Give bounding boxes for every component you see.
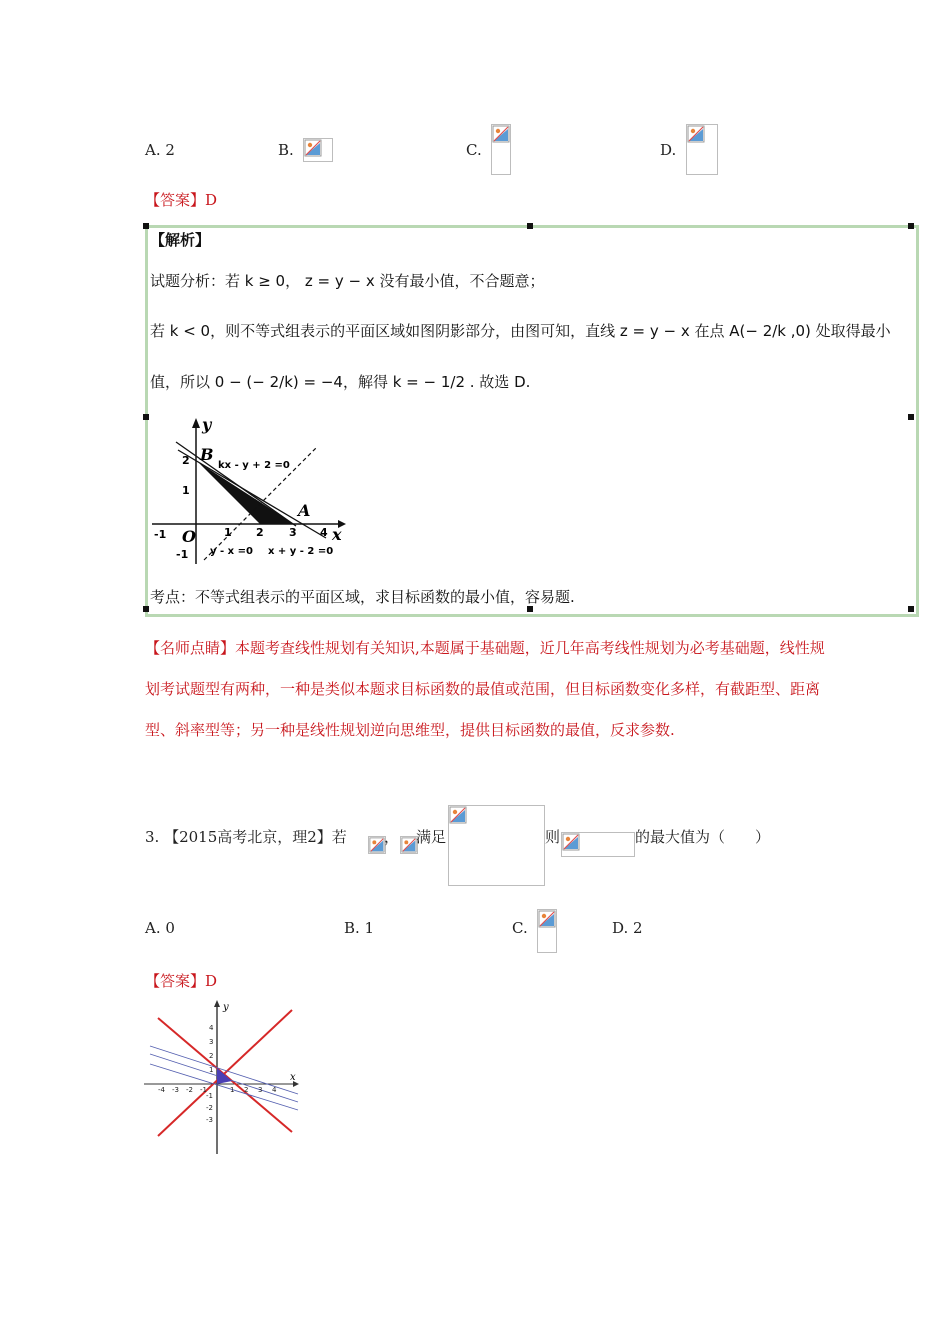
resize-handle[interactable] [908,606,914,612]
fig1-tick-x-3: 3 [289,526,297,539]
broken-image-icon [449,806,467,824]
resize-handle[interactable] [908,414,914,420]
broken-image-icon [304,139,322,157]
q3-tail: 的最大值为（ ） [635,828,771,846]
resize-handle[interactable] [143,414,149,420]
broken-image-icon [538,910,556,928]
fig2-tick-x: 2 [244,1086,249,1094]
broken-image-icon [369,837,385,853]
q3-option-b: B. 1 [344,919,375,937]
q2-option-b-image [303,138,333,162]
fig1-tick-y-2: 2 [182,454,190,467]
q2-option-d-image [686,124,718,175]
q2-option-a: A. 2 [145,141,175,159]
fig2-tick-y: 2 [209,1052,214,1060]
broken-image-icon [562,833,580,851]
fig2-tick-x: -2 [186,1086,193,1094]
q3-lead: 3. 【2015高考北京，理2】若 [145,828,347,846]
fig2-tick-y: -1 [206,1092,213,1100]
analysis-line2: 若 k < 0，则不等式组表示的平面区域如图阴影部分，由图可知，直线 z = y − x 在点 A(− 2/k ,0) 处取得最小 [150,322,891,340]
q2-option-c-image [491,124,511,175]
fig2-tick-y: 1 [209,1066,214,1074]
teacher-note: 【名师点睛】本题考查线性规划有关知识,本题属于基础题，近几年高考线性规划为必考基础题，线性规划考试题型有两种，一种是类似本题求目标函数的最值或范围，但目标函数变化多样，有截距型、距离型、斜率型等；另一种是线性规划逆向思维型，提供目标函数的最值，反求参数. [145,639,825,739]
fig2-tick-y: 4 [209,1024,214,1032]
q3-comma: ， [384,828,400,846]
q2-option-b: B. [278,141,294,159]
fig1-line-label-2: y - x =0 [210,546,253,557]
fig2-tick-x: 3 [258,1086,263,1094]
broken-image-icon [401,837,417,853]
fig1-origin: O [182,527,196,546]
fig2-tick-y: 3 [209,1038,214,1046]
fig2-tick-y: -2 [206,1104,213,1112]
fig1-tick-x-4: 4 [320,526,328,539]
fig2-tick-y: -3 [206,1116,213,1124]
fig2-x-label: x [290,1072,296,1083]
analysis-footer: 考点：不等式组表示的平面区域，求目标函数的最小值，容易题. [150,588,575,606]
fig1-tick-x-neg1: -1 [154,528,167,541]
fig2-tick-x: -1 [200,1086,207,1094]
q3-constraints-image [448,805,545,886]
fig2-tick-x: 4 [272,1086,277,1094]
resize-handle[interactable] [527,606,533,612]
resize-handle[interactable] [143,223,149,229]
fig2-tick-x: -3 [172,1086,179,1094]
broken-image-icon [492,125,510,143]
fig1-tick-y-neg1: -1 [176,548,189,561]
analysis-header: 【解析】 [150,231,211,249]
q3-then: 则 [545,828,561,846]
fig1-tick-x-2: 2 [256,526,264,539]
q3-option-c-image [537,909,557,953]
broken-image-icon [687,125,705,143]
fig1-point-a: A [298,501,311,520]
q2-option-d: D. [660,141,677,159]
fig1-x-label: x [332,525,342,544]
analysis-line1: 试题分析：若 k ≥ 0， z = y − x 没有最小值，不合题意； [150,272,545,290]
fig1-tick-y-1: 1 [182,484,190,497]
fig2-tick-x: 1 [230,1086,235,1094]
q3-option-c: C. [512,919,528,937]
fig2-tick-x: -4 [158,1086,165,1094]
fig1-y-label: y [202,415,212,434]
fig1-line-label-3: x + y - 2 =0 [268,546,334,557]
resize-handle[interactable] [143,606,149,612]
q2-option-c: C. [466,141,482,159]
fig2-y-label: y [223,1002,229,1013]
fig1-point-b: B [200,445,214,464]
analysis-box [145,225,919,617]
resize-handle[interactable] [527,223,533,229]
feasible-region-figure [148,414,358,570]
analysis-line3: 值，所以 0 − (− 2/k) = −4，解得 k = − 1/2 . 故选 D. [150,373,531,391]
fig1-tick-x-1: 1 [224,526,232,539]
q3-satisfy: 满足 [416,828,447,846]
q2-answer: 【答案】D [145,191,218,209]
q3-objective-image [561,832,635,857]
q3-option-a: A. 0 [145,919,175,937]
q3-option-d: D. 2 [612,919,643,937]
resize-handle[interactable] [908,223,914,229]
q3-solution-graph [140,996,305,1156]
fig1-line-label-1: kx - y + 2 =0 [218,460,290,471]
q3-answer: 【答案】D [145,972,218,990]
